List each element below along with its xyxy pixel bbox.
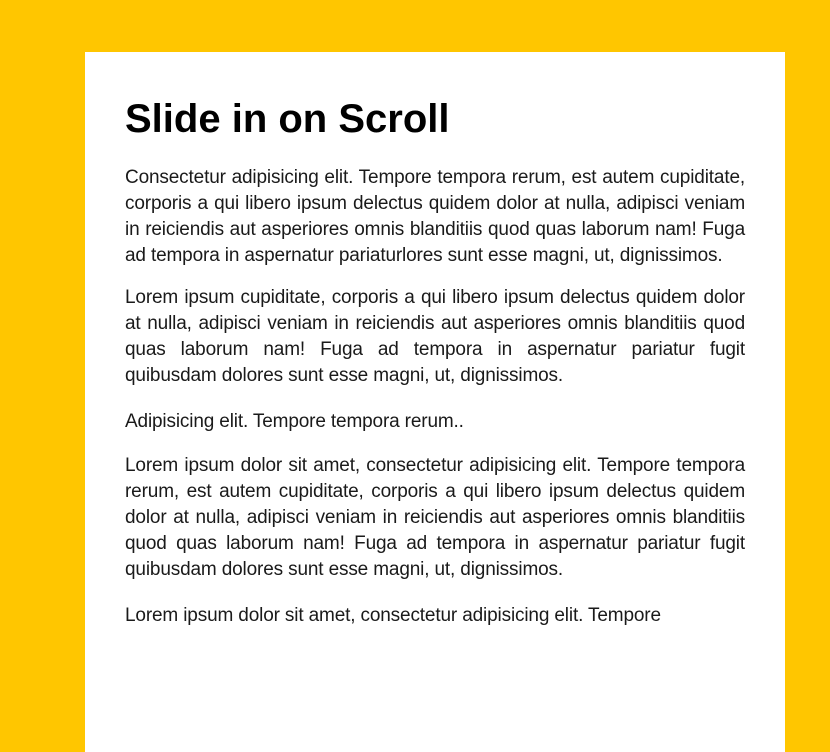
paragraph-4: Lorem ipsum dolor sit amet, consectetur adipisicing elit. Tempore tempora rerum, est autem cupiditate, corporis a qui libero ipsum delectus quidem dolor at nulla, adipisci veniam in reiciendis aut asperiores omnis blanditiis quod quas laborum nam! Fuga ad tempora in aspernatur pariatur fugit quibusdam dolores sunt esse magni, ut, dignissimos. (125, 455, 745, 580)
paragraph-3: Adipisicing elit. Tempore tempora rerum.. (125, 411, 464, 432)
page-title: Slide in on Scroll (125, 97, 450, 141)
paragraph-5: Lorem ipsum dolor sit amet, consectetur adipisicing elit. Tempore (125, 605, 661, 626)
paragraph-1: Consectetur adipisicing elit. Tempore tempora rerum, est autem cupiditate, corporis a qui libero ipsum delectus quidem dolor at nulla, adipisci veniam in reiciendis aut asperiores omnis blanditiis quod quas laborum nam! Fuga ad tempora in aspernatur pariaturlores sunt esse magni, ut, dignissimos. (125, 167, 745, 266)
content-panel (85, 52, 785, 752)
paragraph-2: Lorem ipsum cupiditate, corporis a qui libero ipsum delectus quidem dolor at nulla, adipisci veniam in reiciendis aut asperiores omnis blanditiis quod quas laborum nam! Fuga ad tempora in aspernatur pariatur fugit quibusdam dolores sunt esse magni, ut, dignissimos. (125, 287, 745, 386)
